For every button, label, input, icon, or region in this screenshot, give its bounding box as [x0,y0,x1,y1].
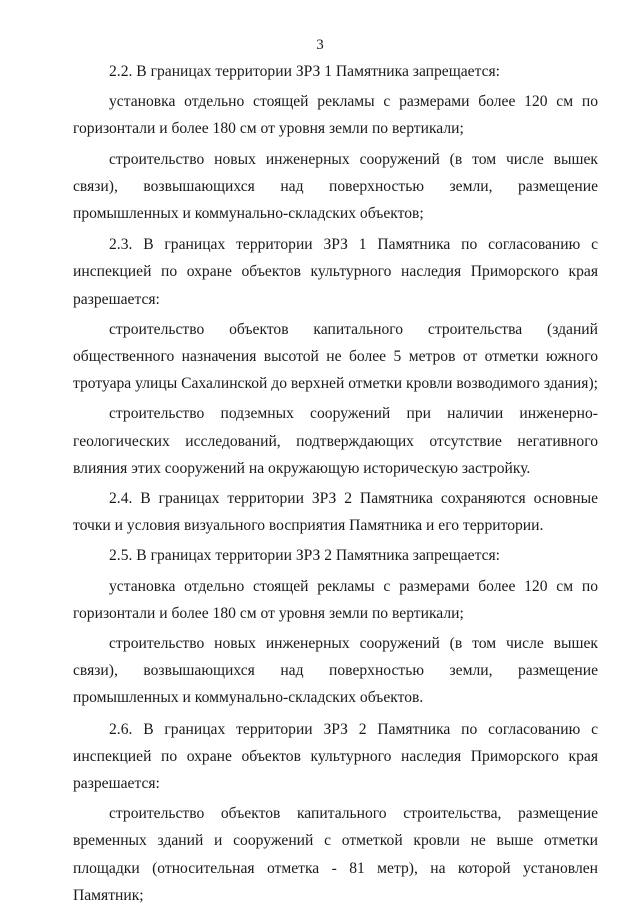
document-body [73,58,598,912]
paragraph-2-4: 2.4. В границах территории ЗРЗ 2 Памятника сохраняются основные точки и условия визуального восприятия Памятника и его территории. [73,490,598,535]
paragraph-2-3-capital-construction: строительство объектов капитального строительства (зданий общественного назначения высотой не более 5 метров от отметки южного тротуара улицы Сахалинской до верхней отметки кровли возводимого здания); [73,320,598,393]
paragraph-2-3: 2.3. В границах территории ЗРЗ 1 Памятника по согласованию с инспекцией по охране объектов культурного наследия Приморского края разрешается: [73,236,598,308]
paragraph-2-5-engineering: строительство новых инженерных сооружений (в том числе вышек связи), возвышающихся над поверхностью земли, размещение промышленных и коммунально-складских объектов. [73,635,598,707]
paragraph-2-6-capital-construction: строительство объектов капитального строительства, размещение временных зданий и сооружений с отметкой кровли не выше отметки площадки (относительная отметка - 81 метр), на которой установлен Памятник; [73,805,598,904]
page-number: 3 [316,37,324,53]
paragraph-2-3-underground: строительство подземных сооружений при наличии инженерно-геологических исследований, подтверждающих отсутствие негативного влияния этих сооружений на окружающую историческую застройку. [73,405,598,477]
paragraph-2-5-advertising: установка отдельно стоящей рекламы с размерами более 120 см по горизонтали и более 180 см от уровня земли по вертикали; [73,577,598,622]
paragraph-2-2-advertising: установка отдельно стоящей рекламы с размерами более 120 см по горизонтали и более 180 см от уровня земли по вертикали; [73,93,598,138]
paragraph-2-6: 2.6. В границах территории ЗРЗ 2 Памятника по согласованию с инспекцией по охране объектов культурного наследия Приморского края разрешается: [73,720,598,793]
paragraph-2-5: 2.5. В границах территории ЗРЗ 2 Памятника запрещается: [109,547,501,565]
paragraph-2-2: 2.2. В границах территории ЗРЗ 1 Памятника запрещается: [109,63,501,80]
paragraph-2-2-engineering: строительство новых инженерных сооружений (в том числе вышек связи), возвышающихся над поверхностью земли, размещение промышленных и коммунально-складских объектов; [73,150,598,223]
